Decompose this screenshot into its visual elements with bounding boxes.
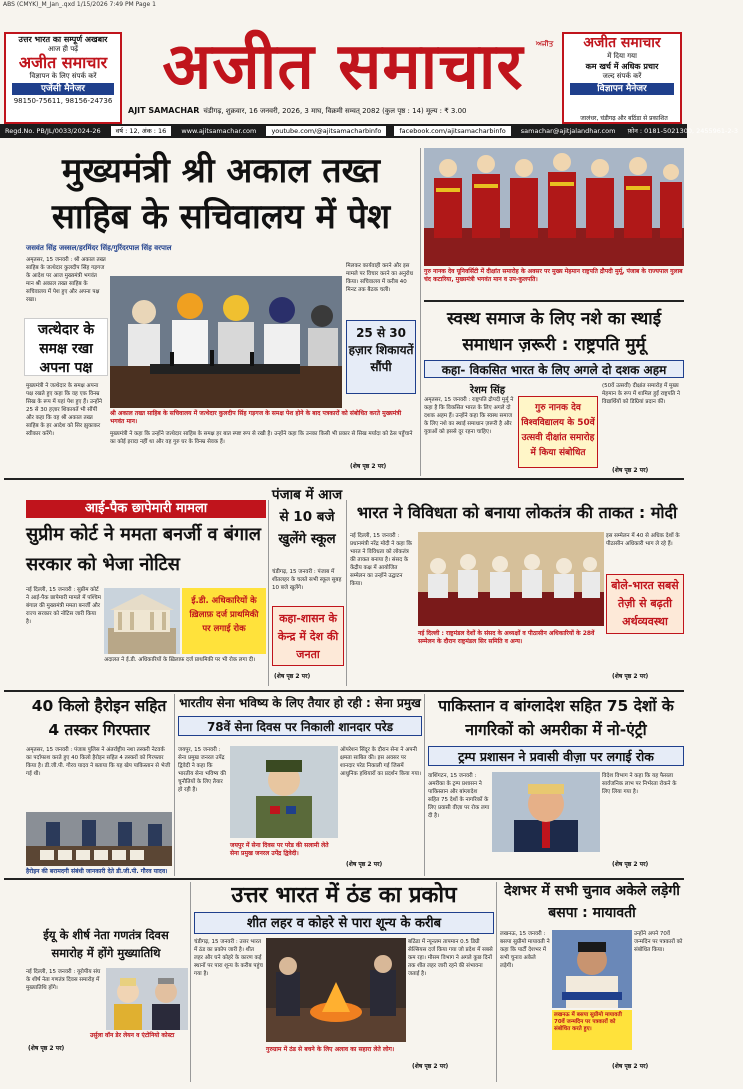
left-ad-line2: आज ही पढ़ें xyxy=(47,45,79,53)
court-photo[interactable] xyxy=(104,588,180,654)
left-ad-name: अजीत समाचार xyxy=(18,53,108,72)
army-photo[interactable] xyxy=(230,746,338,838)
left-ad-line1: उत्तर भारत का सम्पूर्ण अखबार xyxy=(18,35,108,44)
eu-headline[interactable]: ईयू के शीर्ष नेता गणतंत्र दिवस समारोह में होंगे मुख्यातिथि xyxy=(43,928,169,960)
visa-headline[interactable]: पाकिस्तान व बांग्लादेश सहित 75 देशों के नागरिकों को अमरीका में नो-एंट्री xyxy=(438,697,674,739)
visa-kicker: ट्रम्प प्रशासन ने प्रवासी वीज़ा पर लगाई रोक xyxy=(458,749,654,764)
army-chief-image xyxy=(230,746,338,838)
registration: Regd.No. PB/JL/0033/2024-26 xyxy=(5,127,101,135)
supreme-court-image xyxy=(104,588,180,654)
convocation-image xyxy=(424,148,684,266)
left-ad-phone: 98150-75611, 98156-24736 xyxy=(13,97,113,105)
lead-body-bottom: मुख्यमंत्री ने कहा कि उन्होंने जत्थेदार साहिब के समक्ष हर बात स्पष्ट रूप से रखी है। उन्होंने कहा कि उनका किसी भी प्रकार से सिख मर्यादा को ठेस पहुँचाने का कोई इरादा नहीं था और वह गुरु घर के विनम्र सेवक हैं। xyxy=(110,431,413,445)
ipac-caption-box xyxy=(182,588,266,654)
left-ad-contact: एजेंसी मैनेजर xyxy=(12,83,114,95)
visa-kicker-box xyxy=(428,746,684,766)
divider-h-row2 xyxy=(4,478,684,480)
lead-headline[interactable]: मुख्यमंत्री श्री अकाल तख्त साहिब के सचिवालय में पेश xyxy=(51,151,391,237)
right-ad-line1: में दिया गया xyxy=(607,52,637,60)
army-text-left: जयपुर, 15 जनवरी : सेना प्रमुख जनरल उपेंद्र द्विवेदी ने कहा कि भारतीय सेना भविष्य की चुनौतियों के लिए तैयार हो रही है। xyxy=(178,747,226,793)
heroin-text: अमृतसर, 15 जनवरी : पंजाब पुलिस ने अंतर्राष्ट्रीय नशा तस्करी नेटवर्क का पर्दाफाश करते हुए 40 किलो हैरोइन सहित 4 तस्करों को गिरफ्तार किया है। डी.जी.पी. गौरव यादव ने बताया कि यह खेप पाकिस्तान से भेजी गई थी। xyxy=(26,747,171,777)
modi-text-right: इस सम्मेलन में 40 से अधिक देशों के पीठासीन अधिकारी भाग ले रहे हैं। xyxy=(606,533,680,547)
email-link[interactable]: samachar@ajitjalandhar.com xyxy=(520,127,616,135)
president-more[interactable]: (शेष पृष्ठ 2 पर) xyxy=(612,467,649,474)
latin-title: AJIT SAMACHAR xyxy=(128,106,200,115)
visa-text-right: विदेश विभाग ने कहा कि यह फैसला सार्वजनिक लाभ पर निर्भरता रोकने के लिए लिया गया है। xyxy=(602,773,677,795)
facebook-link[interactable]: facebook.com/ajitsamacharbinfo xyxy=(394,126,510,136)
commonwealth-meeting-image xyxy=(418,532,604,626)
modi-more[interactable]: (शेष पृष्ठ 2 पर) xyxy=(612,673,649,680)
eu-caption: उर्सुला वॉन डेर लेयन व एंटोनियो कोस्टा xyxy=(90,1032,175,1039)
date-text: चंडीगढ़, शुक्रवार, 16 जनवरी, 2026, 3 माघ, विक्रमी सम्वत् 2082 (कुल पृष्ठ : 14) मूल्य : ₹ 3.00 xyxy=(203,107,467,115)
right-ad-name: अजीत समाचार xyxy=(583,35,661,51)
convocation-photo[interactable] xyxy=(424,148,684,266)
divider-v5 xyxy=(424,694,425,876)
mayawati-text-right: उन्होंने अपने 70वें जन्मदिन पर पत्रकारों को संबोधित किया। xyxy=(634,931,683,953)
left-ad[interactable] xyxy=(4,32,122,124)
modi-headline[interactable]: भारत ने विविधता को बनाया लोकतंत्र की ताकत : मोदी xyxy=(356,503,678,522)
heroin-caption: हैरोइन की बरामदगी संबंधी जानकारी देते डी.जी.पी. गौरव यादव। xyxy=(26,868,168,875)
president-inset: गुरु नानक देव विश्वविद्यालय के 50वें उत्सवी दीक्षांत समारोह में किया संबोधित xyxy=(521,403,595,458)
youtube-link[interactable]: youtube.com/@ajitsamacharbinfo xyxy=(266,126,386,136)
editions-line: जालंधर, चंडीगढ़ और बठिंडा से प्रकाशित xyxy=(580,115,668,122)
dateline xyxy=(128,106,558,116)
divider-v4 xyxy=(174,694,175,876)
divider-v7 xyxy=(496,882,497,1082)
trump-image xyxy=(492,772,600,852)
ipac-band: आई-पैक छापेमारी मामला xyxy=(26,500,266,518)
mayawati-caption: लखनऊ में बसपा सुप्रीमो मायावती 70वें जन्मदिन पर पत्रकारों को संबोधित करते हुए। xyxy=(554,1012,622,1032)
president-headline[interactable]: स्वस्थ समाज के लिए नशे का स्थाई समाधान ज़रूरी : राष्ट्रपति मुर्मू xyxy=(446,309,662,355)
high-court-headline: कहा-शासन के केन्द्र में देश की जनता xyxy=(277,612,339,661)
divider-h-row3 xyxy=(4,690,684,692)
president-inset-box xyxy=(518,396,598,468)
cold-sub: शीत लहर व कोहरे से पारा शून्य के करीब xyxy=(246,916,442,931)
modi-text-left: नई दिल्ली, 15 जनवरी : प्रधानमंत्री नरेंद्र मोदी ने कहा कि भारत ने विविधता को लोकतंत्र की ताकत बनाया है। संसद के केंद्रीय कक्ष में आयोजित सम्मेलन का उन्होंने उद्घाटन किया। xyxy=(350,533,413,587)
cold-text-right: बठिंडा में न्यूनतम तापमान 0.5 डिग्री सेल्सियस दर्ज किया गया जो प्रदेश में सबसे कम रहा। मौसम विभाग ने अगले कुछ दिनों तक शीत लहर जारी रहने की संभावना जताई है। xyxy=(408,939,493,977)
divider-v1 xyxy=(420,148,421,476)
schools-headline[interactable]: पंजाब में आज से 10 बजे खुलेंगे स्कूल xyxy=(271,487,343,547)
lead-col1-text: मुख्यमंत्री ने जत्थेदार के समक्ष अपना पक्ष रखते हुए कहा कि वह एक विनम्र सिख के रूप में यहां पेश हुए हैं। उन्होंने 25 से 30 हज़ार शिकायतें भी सौंपीं और कहा कि वह श्री अकाल तख्त साहिब के हर आदेश को सिर झुकाकर स्वीकार करेंगे। xyxy=(26,383,102,437)
army-sub: 78वें सेना दिवस पर निकाली शानदार परेड xyxy=(206,720,394,734)
visa-text-left: वाशिंगटन, 15 जनवरी : अमरीका के ट्रम्प प्रशासन ने पाकिस्तान और बांग्लादेश सहित 75 देशों के नागरिकों के लिए प्रवासी वीज़ा पर रोक लगा दी है। xyxy=(428,773,490,819)
divider-v6 xyxy=(190,882,191,1082)
divider-h-president xyxy=(424,300,684,302)
divider-v3 xyxy=(346,500,347,686)
ipac-text-col1: नई दिल्ली, 15 जनवरी : सुप्रीम कोर्ट ने आई-पैक छापेमारी मामले में पश्चिम बंगाल की मुख्यमंत्री ममता बनर्जी और राज्य सरकार को नोटिस जारी किया है। xyxy=(26,587,101,625)
lead-subhead: जत्थेदार के समक्ष रखा अपना पक्ष xyxy=(37,322,95,376)
lead-quote-box xyxy=(346,320,416,394)
schools-text: चंडीगढ़, 15 जनवरी : पंजाब में शीतलहर के चलते सभी स्कूल सुबह 10 बजे खुलेंगे। xyxy=(272,569,342,591)
press-conference-image xyxy=(110,276,342,408)
cold-photo[interactable] xyxy=(266,938,406,1042)
right-ad-contact: विज्ञापन मैनेजर xyxy=(570,83,674,95)
eu-text: नई दिल्ली, 15 जनवरी : यूरोपीय संघ के शीर्ष नेता गणतंत्र दिवस समारोह में मुख्यातिथि होंगे। xyxy=(26,969,101,991)
mayawati-headline[interactable]: देशभर में सभी चुनाव अकेले लड़ेगी बसपा : मायावती xyxy=(504,883,680,921)
lead-intro-text: अमृतसर, 15 जनवरी : श्री अकाल तख्त साहिब के जत्थेदार कुलदीप सिंह गड़गज के आदेश पर आज मुख्यमंत्री भगवंत मान श्री अकाल तख्त साहिब के सचिवालय में पेश हुए और अपना पक्ष रखा। xyxy=(26,257,106,303)
cold-text-left: चंडीगढ़, 15 जनवरी : उत्तर भारत में ठंड का प्रकोप जारी है। शीत लहर और घने कोहरे के कारण कई स्थानों पर पारा शून्य के करीब पहुंच गया है। xyxy=(194,939,263,977)
lead-quote: 25 से 30 हज़ार शिकायतें सौंपी xyxy=(348,326,414,374)
bonfire-image xyxy=(266,938,406,1042)
president-kicker: कहा- विकसित भारत के लिए अगले दो दशक अहम xyxy=(441,363,667,377)
visa-more[interactable]: (शेष पृष्ठ 2 पर) xyxy=(612,861,649,868)
divider-v2 xyxy=(268,500,269,686)
president-text-col1: अमृतसर, 15 जनवरी : राष्ट्रपति द्रौपदी मुर्मू ने कहा है कि विकसित भारत के लिए अगले दो दशक अहम हैं। उन्होंने कहा कि स्वस्थ समाज के लिए नशे का स्थाई समाधान ज़रूरी है और युवाओं को इससे दूर रहना चाहिए। xyxy=(424,397,514,435)
left-ad-line3: विज्ञापन के लिए संपर्क करें xyxy=(29,72,97,80)
phone-text: फ़ोन : 0181-5021300, 2455961-2-3 xyxy=(627,127,739,135)
lead-more[interactable]: (शेष पृष्ठ 2 पर) xyxy=(350,463,387,470)
mayawati-caption-box xyxy=(552,1010,632,1050)
mayawati-photo[interactable] xyxy=(552,930,632,1008)
lead-subhead-box xyxy=(24,318,108,376)
modi-caption: नई दिल्ली : राष्ट्रमंडल देशों के संसद के अध्यक्षों व पीठासीन अधिकारियों के 28वें सम्मेलन के दौरान राष्ट्रमंडल सिर समिति व अन्य। xyxy=(418,630,595,645)
masthead-title: अजीत समाचार xyxy=(162,29,524,104)
hc-box xyxy=(272,606,344,666)
schools-more[interactable]: (शेष पृष्ठ 2 पर) xyxy=(274,673,311,680)
convocation-caption: गुरु नानक देव यूनिवर्सिटी में दीक्षांत समारोह के अवसर पर मुख्य मेहमान राष्ट्रपति द्रौपदी मुर्मू, पंजाब के राज्यपाल गुलाब चंद कटारिया, मुख्यमंत्री भगवंत मान व उप-कुलपति। xyxy=(424,268,683,283)
print-slug: ABS (CMYK)_M_Jan_.qxd 1/15/2026 7:49 PM Page 1 xyxy=(3,1,156,8)
army-more[interactable]: (शेष पृष्ठ 2 पर) xyxy=(346,861,383,868)
modi-kicker: बोले-भारत सबसे तेज़ी से बढ़ती अर्थव्यवस्था xyxy=(611,579,679,628)
right-ad[interactable] xyxy=(562,32,682,124)
lead-byline: जसवंत सिंह जस्सल/हरमिंदर सिंह/गुरिंदरपाल सिंह वरपाल xyxy=(26,244,172,252)
president-text-col3: (50वें उत्सवी) दीक्षांत समारोह में मुख्य मेहमान के रूप में शामिल हुईं राष्ट्रपति ने विद्यार्थियों को डिग्रियां प्रदान कीं। xyxy=(602,383,680,405)
heroin-photo[interactable] xyxy=(26,812,172,866)
cold-caption: गुरुग्राम में ठंड से बचने के लिए अलाव का सहारा लेते लोग। xyxy=(266,1046,395,1053)
eu-more[interactable]: (शेष पृष्ठ 2 पर) xyxy=(28,1045,65,1052)
eu-photo[interactable] xyxy=(106,968,188,1030)
heroin-headline[interactable]: 40 किलो हैरोइन सहित 4 तस्कर गिरफ्तार xyxy=(31,697,167,739)
modi-photo[interactable] xyxy=(418,532,604,626)
info-strip xyxy=(0,124,739,138)
website-link[interactable]: www.ajitsamachar.com xyxy=(181,127,257,135)
right-ad-line3: जल्द संपर्क करें xyxy=(602,72,642,80)
army-text-right: ऑपरेशन सिंदूर के दौरान सेना ने अपनी क्षमता साबित की। इस अवसर पर शानदार परेड निकाली गई जिसमें आधुनिक हथियारों का प्रदर्शन किया गया। xyxy=(340,747,422,777)
lead-col-right-text: मिलकर कार्यवाही करने और इस मामले पर विचार करने का अनुरोध किया। सचिवालय में करीब 40 मिनट तक बैठक चली। xyxy=(346,263,413,293)
army-caption: जयपुर में सेना दिवस पर परेड की सलामी लेते सेना प्रमुख जनरल उपेंद्र द्विवेदी। xyxy=(230,842,329,857)
ipac-caption: ई.डी. अधिकारियों के ख़िलाफ़ दर्ज प्राथमिकी पर लगाई रोक xyxy=(189,596,259,634)
heroin-seizure-image xyxy=(26,812,172,866)
president-byline: रेशम सिंह xyxy=(470,385,506,396)
mayawati-more[interactable]: (शेष पृष्ठ 2 पर) xyxy=(612,1063,649,1070)
trump-photo[interactable] xyxy=(492,772,600,852)
president-kicker-box xyxy=(424,360,684,378)
ipac-headline[interactable]: सुप्रीम कोर्ट ने ममता बनर्जी व बंगाल सरकार को भेजा नोटिस xyxy=(26,524,262,575)
cold-sub-box xyxy=(194,912,494,934)
ipac-text-bottom: अदालत ने ई.डी. अधिकारियों के ख़िलाफ़ दर्ज प्राथमिकी पर भी रोक लगा दी। xyxy=(104,657,256,663)
lead-caption: श्री अकाल तख्त साहिब के सचिवालय में जत्थेदार कुलदीप सिंह गड़गज के समक्ष पेश होने के बाद पत्रकारों को संबोधित करते मुख्यमंत्री भगवंत मान। xyxy=(110,410,402,425)
army-sub-box xyxy=(178,716,422,736)
mayawati-image xyxy=(552,930,632,1008)
mayawati-text: लखनऊ, 15 जनवरी : बसपा सुप्रीमो मायावती ने कहा कि पार्टी देशभर में सभी चुनाव अकेले लड़ेगी। xyxy=(500,931,550,969)
right-ad-line2: कम खर्च में अधिक प्रचार xyxy=(585,62,659,71)
cold-headline[interactable]: उत्तर भारत में ठंड का प्रकोप xyxy=(231,883,457,908)
modi-kicker-box xyxy=(606,574,684,634)
cold-more[interactable]: (शेष पृष्ठ 2 पर) xyxy=(412,1063,449,1070)
eu-leaders-image xyxy=(106,968,188,1030)
army-headline[interactable]: भारतीय सेना भविष्य के लिए तैयार हो रही : सेना प्रमुख xyxy=(179,696,421,710)
lead-photo[interactable] xyxy=(110,276,342,408)
ajit-seal: ਅਜੀਤ xyxy=(536,40,554,48)
volume: वर्ष : 12, अंक : 16 xyxy=(111,126,172,136)
